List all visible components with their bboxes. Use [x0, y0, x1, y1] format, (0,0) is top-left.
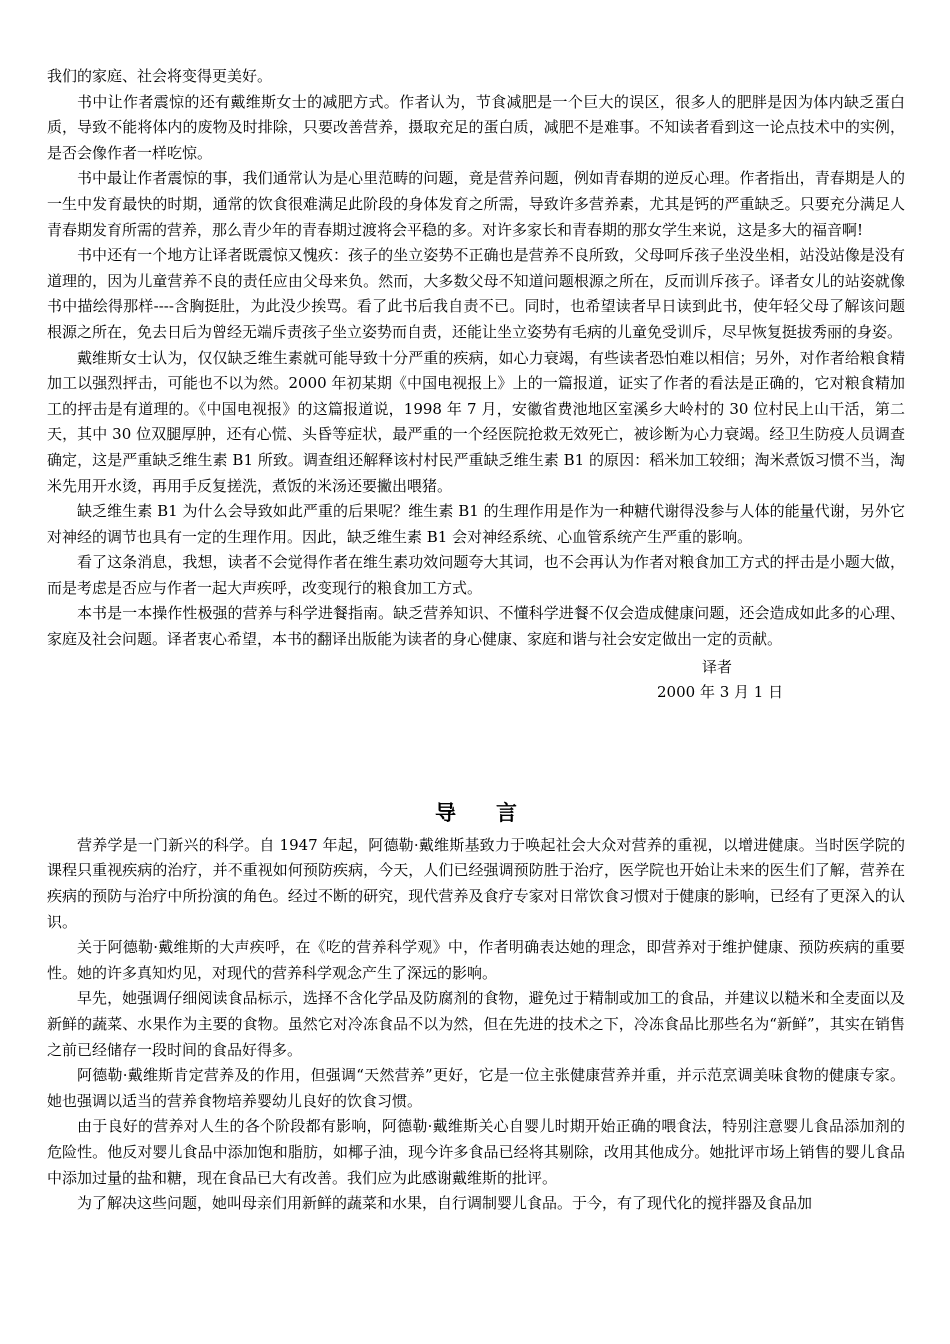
- preface-paragraph: 缺乏维生素 B1 为什么会导致如此严重的后果呢？维生素 B1 的生理作用是作为一种糖代谢得没参与人体的能量代谢，另外它对神经的调节也具有一定的生理作用。因此，缺乏维生素 B1 会对神经系统、心血管系统产生严重的影响。: [47, 502, 905, 546]
- signature-date: 2000 年 3 月 1 日: [657, 683, 784, 702]
- document-page: [47, 64, 905, 1217]
- introduction-paragraph: 阿德勒·戴维斯肯定营养及的作用，但强调“天然营养”更好，它是一位主张健康营养并重，并示范烹调美味食物的健康专家。她也强调以适当的营养食物培养婴幼儿良好的饮食习惯。: [47, 1066, 905, 1110]
- preface-paragraph: 本书是一本操作性极强的营养与科学进餐指南。缺乏营养知识、不懂科学进餐不仅会造成健康问题，还会造成如此多的心理、家庭及社会问题。译者衷心希望，本书的翻译出版能为读者的身心健康、家庭和谐与社会安定做出一定的贡献。: [47, 604, 905, 649]
- introduction-paragraph: 关于阿德勒·戴维斯的大声疾呼，在《吃的营养科学观》中，作者明确表达她的理念，即营养对于维护健康、预防疾病的重要性。她的许多真知灼见，对现代的营养科学观念产生了深远的影响。: [47, 938, 905, 982]
- introduction-paragraph: 为了解决这些问题，她叫母亲们用新鲜的蔬菜和水果，自行调制婴儿食品。于今，有了现代化的搅拌器及食品加: [77, 1194, 813, 1213]
- preface-paragraph: 看了这条消息，我想，读者不会觉得作者在维生素功效问题夸大其词，也不会再认为作者对粮食加工方式的抨击是小题大做，而是考虑是否应与作者一起大声疾呼，改变现行的粮食加工方式。: [47, 553, 905, 597]
- preface-paragraph: 书中让作者震惊的还有戴维斯女士的减肥方式。作者认为，节食减肥是一个巨大的误区，很多人的肥胖是因为体内缺乏蛋白质，导致不能将体内的废物及时排除，只要改善营养，摄取充足的蛋白质，减肥不是难事。不知读者看到这一论点技术中的实例，是否会像作者一样吃惊。: [47, 92, 905, 162]
- translator-signature: 译者: [702, 657, 733, 676]
- introduction-paragraph: 早先，她强调仔细阅读食品标示，选择不含化学品及防腐剂的食物，避免过于精制或加工的食品，并建议以糙米和全麦面以及新鲜的蔬菜、水果作为主要的食物。虽然它对冷冻食品不以为然，但在先进的技术之下，冷冻食品比那些名为“新鲜”，其实在销售之前已经储存一段时间的食品好得多。: [47, 989, 905, 1059]
- introduction-paragraph: 由于良好的营养对人生的各个阶段都有影响，阿德勒·戴维斯关心自婴儿时期开始正确的喂食法，特别注意婴儿食品添加剂的危险性。他反对婴儿食品中添加饱和脂肪，如椰子油，现今许多食品已经将其剔除，改用其他成分。她批评市场上销售的婴儿食品中添加过量的盐和糖，现在食品已大有改善。我们应为此感谢戴维斯的批评。: [47, 1117, 905, 1187]
- preface-paragraph: 我们的家庭、社会将变得更美好。: [47, 67, 273, 85]
- introduction-paragraph: 营养学是一门新兴的科学。自 1947 年起，阿德勒·戴维斯基致力于唤起社会大众对营养的重视，以增进健康。当时医学院的课程只重视疾病的治疗，并不重视如何预防疾病，今天，人们已经强调预防胜于治疗，医学院也开始让未来的医生们了解，营养在疾病的预防与治疗中所扮演的角色。经过不断的研究，现代营养及食疗专家对日常饮食习惯对于健康的影响，已经有了更深入的认识。: [47, 835, 905, 931]
- preface-paragraph: 戴维斯女士认为，仅仅缺乏维生素就可能导致十分严重的疾病，如心力衰竭，有些读者恐怕难以相信；另外，对作者给粮食精加工以强烈抨击，可能也不以为然。2000 年初某期《中国电视报上》上的一篇报道，证实了作者的看法是正确的，它对粮食精加工的抨击是有道理的。《中国电视报》的这篇报道说，1998 年 7 月，安徽省费池地区室溪乡大岭村的 30 位村民上山干活，第二天，其中 30 位双腿厚肿，还有心慌、头昏等症状，最严重的一个经医院抢救无效死亡，被诊断为心力衰竭。经卫生防疫人员调查确定，这是严重缺乏维生素 B1 所致。调查组还解释该村村民严重缺乏维生素 B1 的原因：稻米加工较细；淘米煮饭习惯不当，淘米先用开水烫，再用手反复搓洗，煮饭的米汤还要撇出喂猪。: [47, 348, 905, 495]
- preface-signature-block: [47, 655, 905, 706]
- preface-paragraph: 书中最让作者震惊的事，我们通常认为是心里范畴的问题，竟是营养问题，例如青春期的逆反心理。作者指出，青春期是人的一生中发育最快的时期，通常的饮食很难满足此阶段的身体发育之所需，导致许多营养素，尤其是钙的严重缺乏。只要充分满足人青春期发育所需的营养，那么青少年的青春期过渡将会平稳的多。对许多家长和青春期的那女学生来说，这是多大的福音啊!: [47, 169, 905, 239]
- preface-paragraph: 书中还有一个地方让译者既震惊又愧疚：孩子的坐立姿势不正确也是营养不良所致，父母呵斥孩子坐没坐相，站没站像是没有道理的，因为儿童营养不良的责任应由父母来负。然而，大多数父母不知道问题根源之所在，反而训斥孩子。译者女儿的站姿就像书中描绘得那样----含胸挺肚，为此没少挨骂。看了此书后我自责不已。同时，也希望读者早日读到此书，使年轻父母了解该问题根源之所在，免去日后为曾经无端斥责孩子坐立姿势而自责，还能让坐立姿势有毛病的儿童免受训斥，尽早恢复挺拔秀丽的身姿。: [47, 246, 905, 341]
- introduction-title: 导言: [435, 799, 557, 825]
